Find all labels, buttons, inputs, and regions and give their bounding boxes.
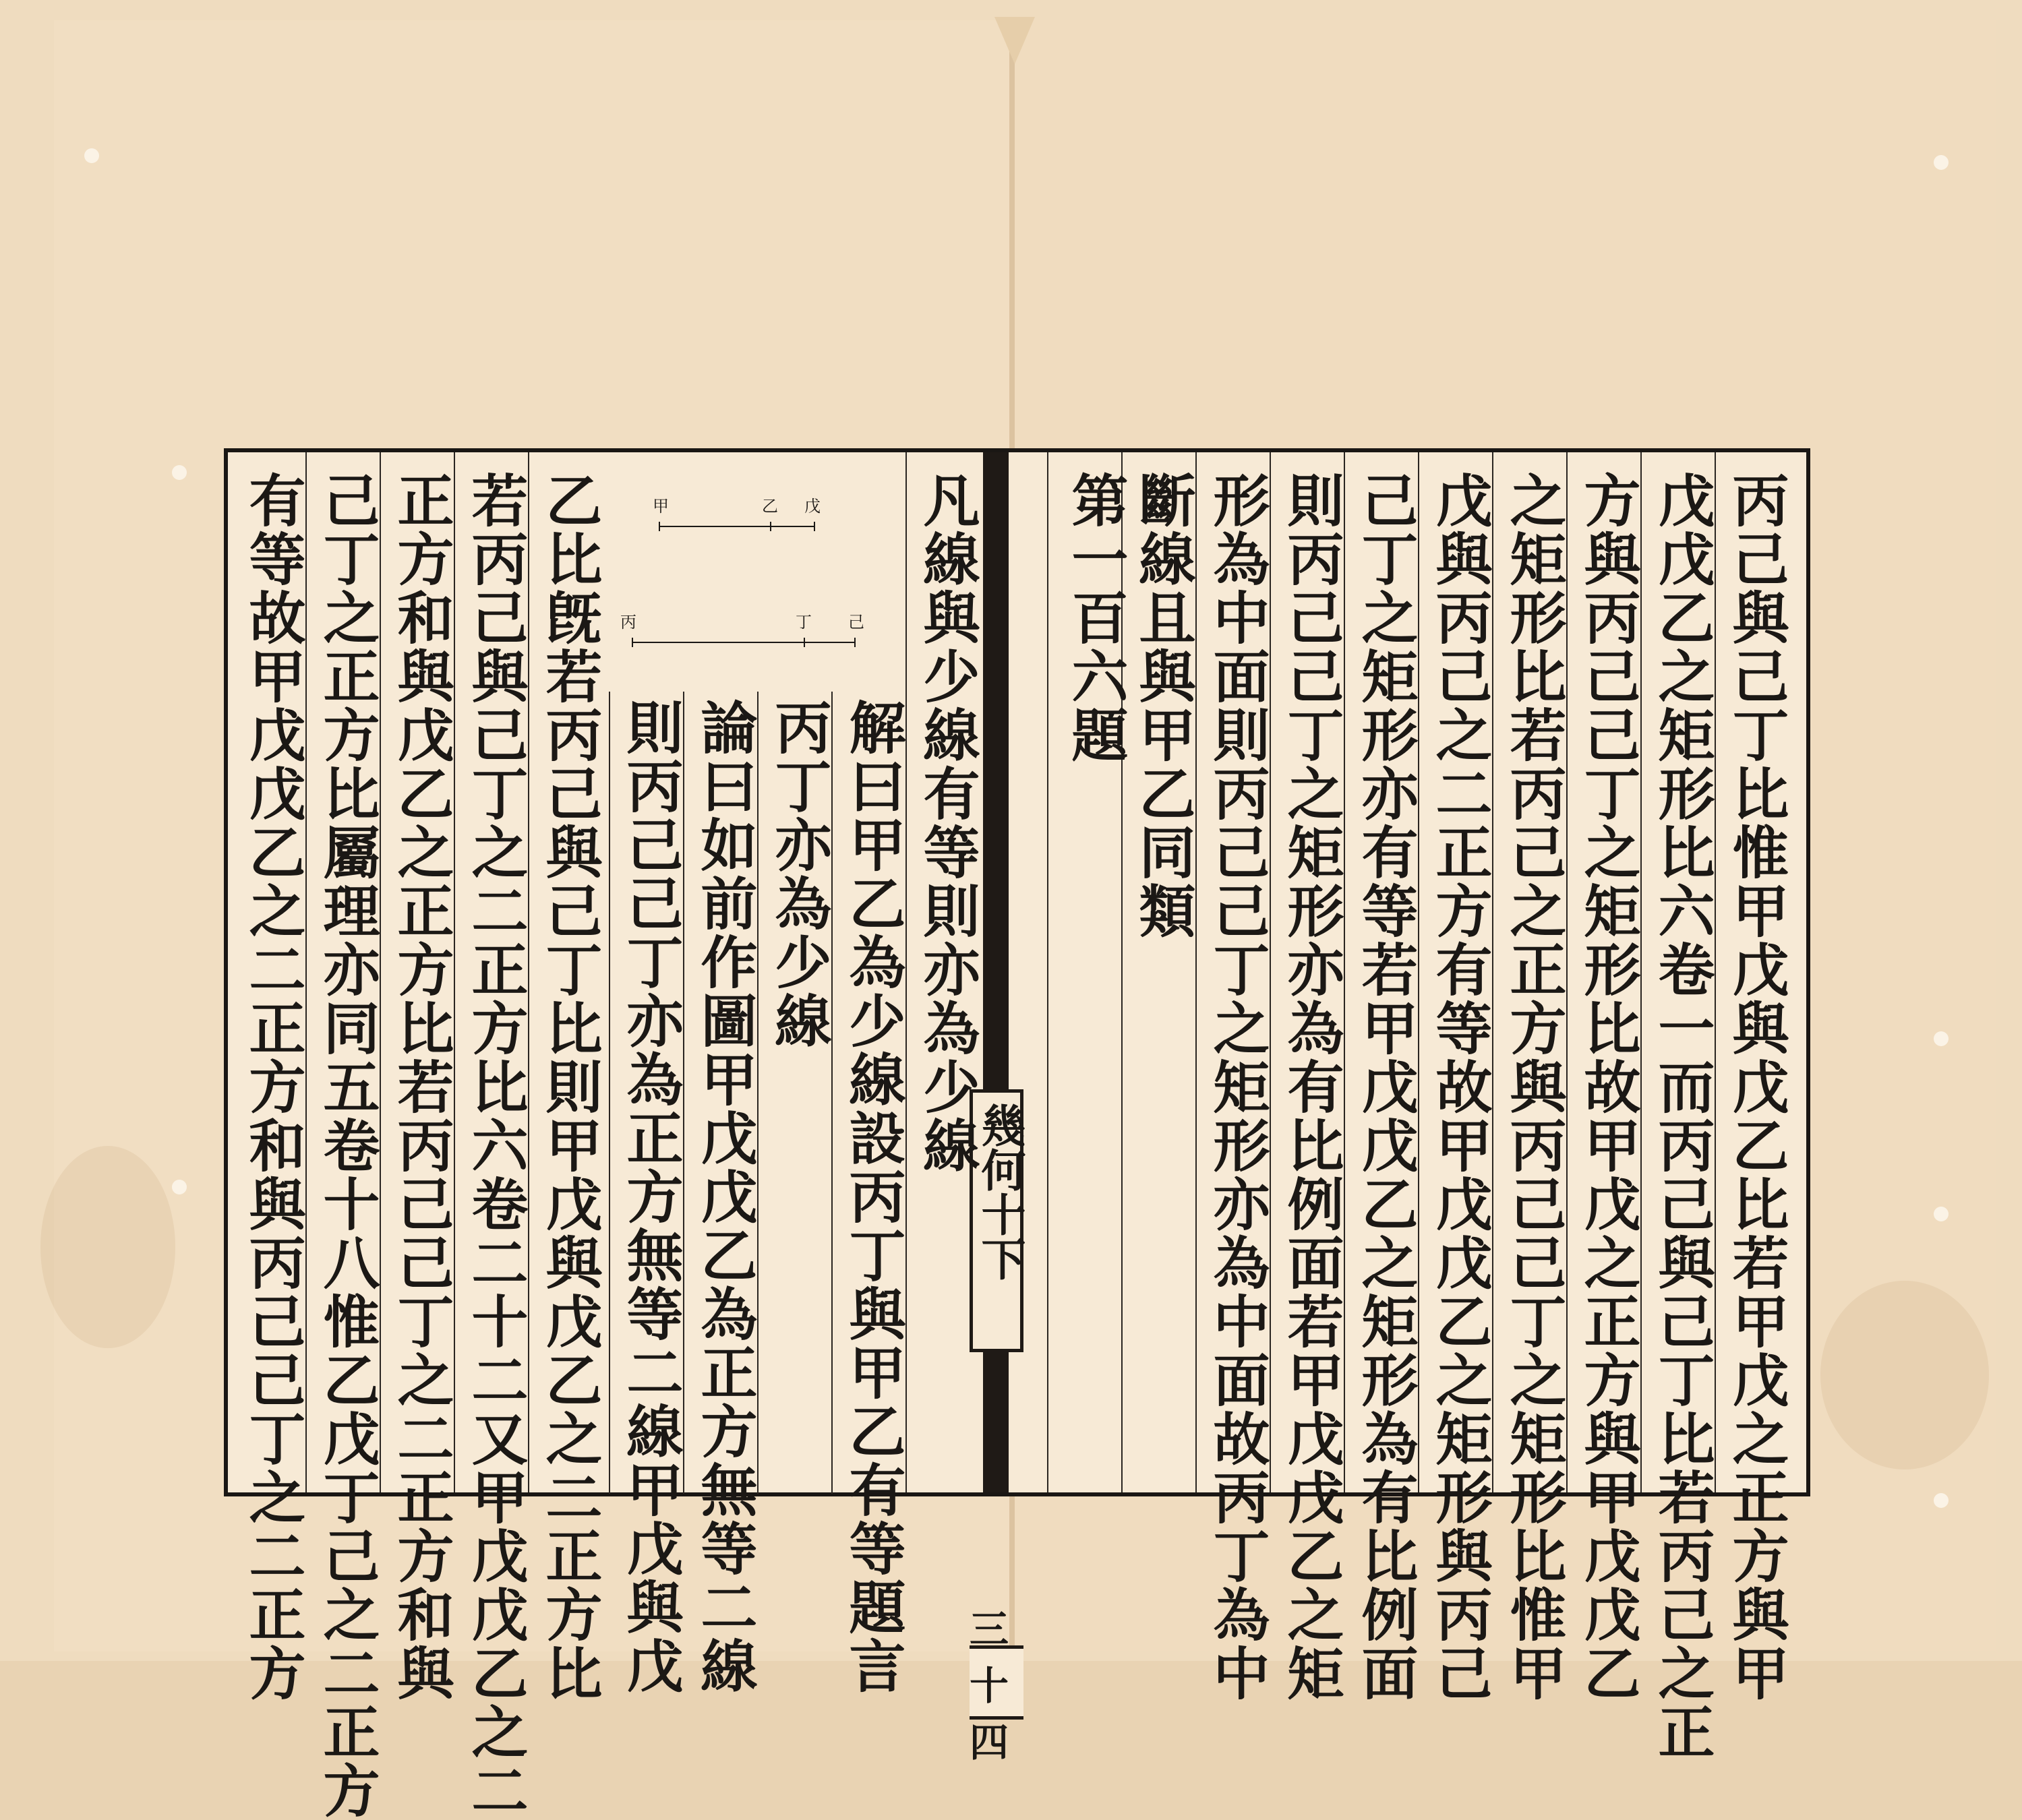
column-rule xyxy=(1047,452,1048,1492)
paper-hole xyxy=(84,148,99,163)
argument-column: 論曰如前作圖甲戊戊乙為正方無等二線 xyxy=(692,698,759,1695)
paper-hole xyxy=(1934,1493,1949,1508)
label-ji: 己 xyxy=(848,613,864,632)
paper-tear xyxy=(994,17,1035,64)
paper-stain xyxy=(1820,1281,1989,1469)
text-column: 有等故甲戊戊乙之二正方和與丙己己丁之二正方 xyxy=(240,471,307,1703)
paper-hole xyxy=(172,1180,187,1194)
solution-column: 丙丁亦為少線 xyxy=(766,698,833,1050)
column-rule xyxy=(609,692,610,1494)
solution-column: 解曰甲乙為少線設丙丁與甲乙有等題言 xyxy=(840,698,907,1695)
text-column: 戊戊乙之矩形比六卷一而丙己與己丁比若丙己之正 xyxy=(1649,471,1716,1761)
text-column: 斷線且與甲乙同類 xyxy=(1130,471,1197,940)
book-title: 幾何十下 xyxy=(974,1103,1026,1281)
text-column: 戊與丙己之二正方有等故甲戊戊乙之矩形與丙己 xyxy=(1427,471,1493,1703)
label-yi: 乙 xyxy=(762,497,778,516)
line-diagram-svg xyxy=(612,479,895,695)
proposition-number: 第一百六題 xyxy=(1063,471,1129,764)
text-column: 方與丙己己丁之矩形比故甲戊之正方與甲戊戊乙 xyxy=(1575,471,1642,1703)
text-column: 正方和與戊乙之正方比若丙己己丁之二正方和與 xyxy=(388,471,455,1703)
label-bing: 丙 xyxy=(620,613,636,632)
line-diagram xyxy=(612,479,895,695)
text-column: 之矩形比若丙己之正方與丙己己丁之矩形比惟甲 xyxy=(1501,471,1568,1703)
page-number: 十四 xyxy=(970,1645,1023,1720)
text-column: 則丙己己丁之矩形亦為有比例面若甲戊戊乙之矩 xyxy=(1278,471,1345,1703)
text-column: 乙比旣若丙己與己丁比則甲戊與戊乙之二正方比 xyxy=(537,471,603,1703)
label-ding: 丁 xyxy=(796,613,812,632)
label-jia: 甲 xyxy=(653,497,669,516)
paper-hole xyxy=(1934,155,1949,170)
paper-stain xyxy=(40,1146,175,1348)
text-column: 形為中面則丙己己丁之矩形亦為中面故丙丁為中 xyxy=(1204,471,1271,1703)
paper-hole xyxy=(1934,1031,1949,1046)
proposition-text: 凡線與少線有等則亦為少線 xyxy=(914,471,981,1175)
printed-frame xyxy=(224,448,1810,1820)
argument-column: 則丙己己丁亦為正方無等二線甲戊與戊 xyxy=(618,698,684,1695)
paper-hole xyxy=(172,465,187,480)
text-column: 若丙己與己丁之二正方比六卷二十二又甲戊戊乙之二 xyxy=(463,471,529,1820)
text-column: 己丁之矩形亦有等若甲戊戊乙之矩形為有比例面 xyxy=(1352,471,1419,1703)
label-wu: 戊 xyxy=(804,497,821,516)
text-column: 己丁之正方比屬理亦同五卷十八惟乙戊丁己之二正方 xyxy=(314,471,381,1820)
paper-hole xyxy=(1934,1207,1949,1221)
text-column: 丙己與己丁比惟甲戊與戊乙比若甲戊之正方與甲 xyxy=(1723,471,1790,1703)
